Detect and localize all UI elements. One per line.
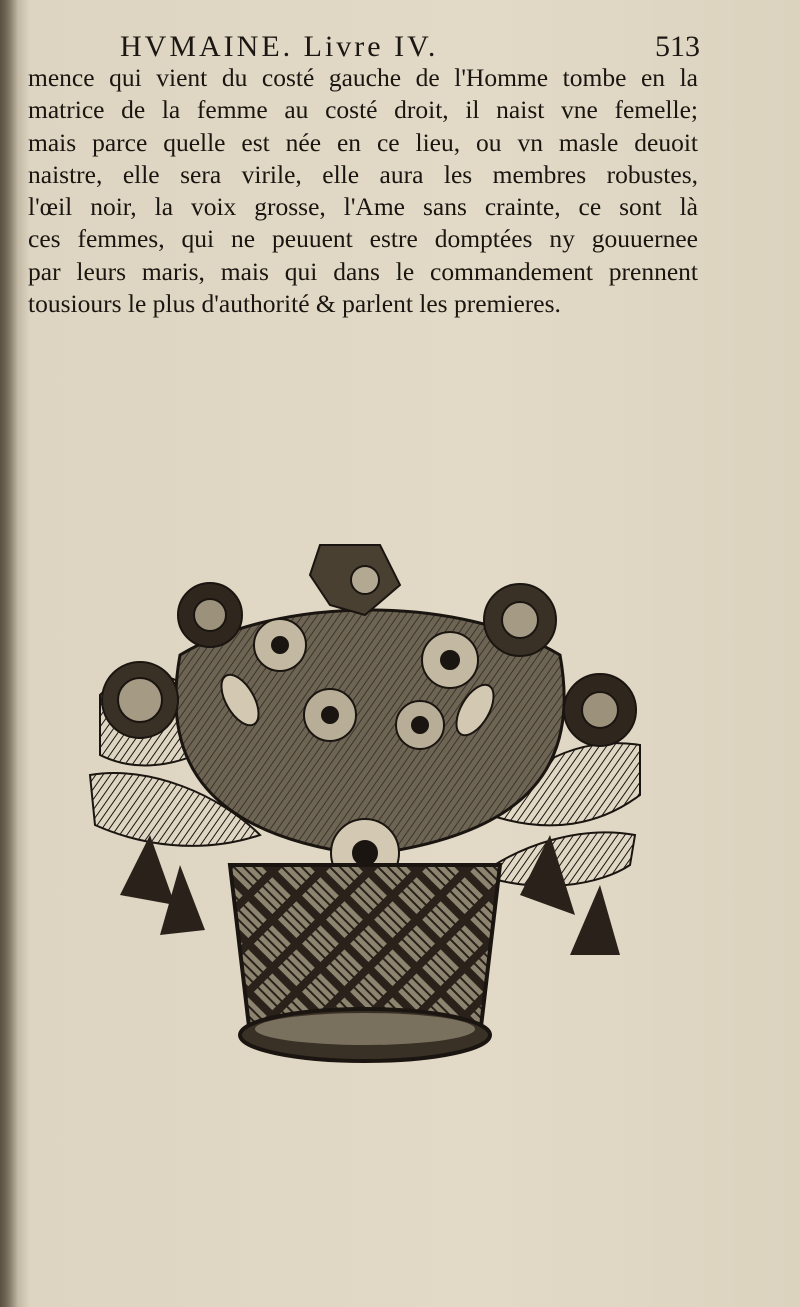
text-line: mence qui vient du costé gauche de l'Homme tombe en la	[28, 63, 698, 92]
text-line: mais parce quelle est née en ce lieu, ou vn masle deuoit	[28, 127, 698, 157]
running-head-title: HVMAINE. Livre IV.	[120, 30, 439, 63]
text-line: tousiours le plus d'authorité & parlent les premieres.	[28, 289, 561, 319]
body-text	[28, 62, 698, 320]
gutter-shadow	[0, 0, 18, 1307]
text-line: naistre, elle sera virile, elle aura les membres robustes,	[28, 159, 698, 189]
text-line: l'œil noir, la voix grosse, l'Ame sans crainte, ce sont là	[28, 192, 698, 222]
text-line: ces femmes, qui ne peuuent estre domptées ny gouuernee	[28, 224, 698, 254]
flower-basket-illustration	[80, 535, 650, 1075]
text-line: par leurs maris, mais qui dans le commandement prennent	[28, 256, 698, 286]
text-line: matrice de la femme au costé droit, il naist vne femelle;	[28, 95, 698, 125]
woodcut-flower-basket	[80, 535, 650, 1075]
basket	[230, 865, 500, 1061]
running-head	[120, 30, 700, 66]
page-number: 513	[655, 30, 700, 63]
